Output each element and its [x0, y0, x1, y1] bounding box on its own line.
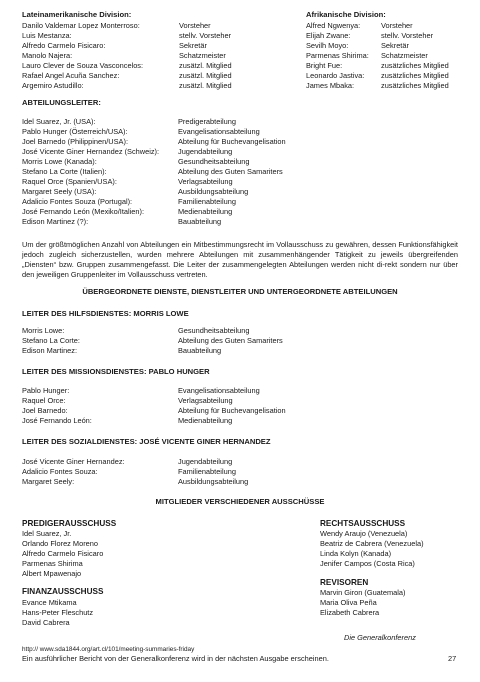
abteilungsleiter-heading: ABTEILUNGSLEITER: — [22, 98, 101, 107]
list-item: Albert Mpawenajo — [22, 569, 82, 578]
list-item: Adalicio Fontes Souza (Portugal): Familienabteilung — [22, 197, 236, 206]
list-item: Argemiro Astudillo: zusätzl. Mitglied — [22, 81, 232, 90]
list-item: Joel Barnedo: Abteilung für Buchevangelisation — [22, 406, 286, 415]
list-item: Alfredo Carmelo Fisicaro — [22, 549, 104, 558]
list-item: Adalicio Fontes Souza: Familienabteilung — [22, 467, 236, 476]
list-item: Morris Lowe: Gesundheitsabteilung — [22, 326, 250, 335]
africa-division-heading: Afrikanische Division: — [306, 10, 386, 19]
rechtsausschuss-list — [320, 529, 424, 569]
list-item: Joel Barnedo (Philippinen/USA): Abteilung für Buchevangelisation — [22, 137, 286, 146]
list-item: Pablo Hunger: Evangelisationsabteilung — [22, 386, 260, 395]
section-heading-uebergeordnet: ÜBERGEORDNETE DIENSTE, DIENSTLEITER UND UNTERGEORDNETE ABTEILUNGEN — [82, 287, 398, 296]
list-item: Morris Lowe (Kanada): Gesundheitsabteilung — [22, 157, 250, 166]
list-item: Margaret Seely: Ausbildungsabteilung — [22, 477, 249, 486]
list-item: Wendy Araujo (Venezuela) — [320, 529, 408, 538]
list-item: Stefano La Corte: Abteilung des Guten Samariters — [22, 336, 283, 345]
missionsdienst-heading: LEITER DES MISSIONSDIENSTES: PABLO HUNGER — [22, 367, 210, 376]
list-item: Raquel Orce: Verlagsabteilung — [22, 396, 233, 405]
list-item: Parmenas Shirima — [22, 559, 83, 568]
africa-division-list — [306, 21, 476, 91]
hilfsdienst-list — [22, 326, 322, 356]
predigerausschuss-heading: PREDIGERAUSSCHUSS — [22, 519, 117, 528]
footer-note: Ein ausführlicher Bericht von der Generalkonferenz wird in der nächsten Ausgabe erscheinen. — [22, 654, 329, 663]
list-item: Parmenas Shirima: Schatzmeister — [306, 51, 428, 60]
list-item: Linda Kolyn (Kanada) — [320, 549, 392, 558]
signature: Die Generalkonferenz — [344, 633, 416, 642]
list-item: James Mbaka: zusätzliches Mitglied — [306, 81, 449, 90]
list-item: Elizabeth Cabrera — [320, 608, 380, 617]
sozialdienst-heading: LEITER DES SOZIALDIENSTES: JOSÉ VICENTE GINER HERNANDEZ — [22, 437, 271, 446]
finanzausschuss-heading: FINANZAUSSCHUSS — [22, 587, 104, 596]
latin-division-heading: Lateinamerikanische Division: — [22, 10, 132, 19]
list-item: Evance Mtikama — [22, 598, 77, 607]
list-item: Rafael Angel Acuña Sanchez: zusätzl. Mitglied — [22, 71, 232, 80]
source-url: http:// www.sda1844.org/art.cl/101/meeting-summaries-friday — [22, 646, 195, 653]
list-item: José Fernando León: Medienabteilung — [22, 416, 233, 425]
list-item: Orlando Florez Moreno — [22, 539, 98, 548]
latin-division-list — [22, 21, 272, 91]
list-item: Sevilh Moyo: Sekretär — [306, 41, 409, 50]
list-item: José Fernando León (Mexiko/Italien): Medienabteilung — [22, 207, 233, 216]
list-item: Marvin Giron (Guatemala) — [320, 588, 406, 597]
revisoren-list — [320, 588, 405, 618]
finanzausschuss-list — [22, 598, 93, 628]
list-item: Raquel Orce (Spanien/USA): Verlagsabteilung — [22, 177, 233, 186]
list-item: Maria Oliva Peña — [320, 598, 377, 607]
list-item: Idel Suarez, Jr. — [22, 529, 72, 538]
list-item: Lauro Clever de Souza Vasconcelos: zusätzl. Mitglied — [22, 61, 232, 70]
list-item: Jenifer Campos (Costa Rica) — [320, 559, 415, 568]
list-item: Luis Mestanza: stellv. Vorsteher — [22, 31, 232, 40]
abteilungsleiter-list — [22, 117, 322, 227]
page-number: 27 — [448, 654, 457, 663]
list-item: Stefano La Corte (Italien): Abteilung des Guten Samariters — [22, 167, 283, 176]
list-item: Danilo Valdemar Lopez Monterroso: Vorsteher — [22, 21, 211, 30]
intro-paragraph: Um der größtmöglichen Anzahl von Abteilungen ein Mitbestimmungsrecht im Vollausschuss zu gewähren, dessen Funktionsfähigkeit jedoch zugleich sicherzustellen, wurden mehrere Abteilungen mit zusammenhängender Tätigkeit zu jeweils übergreifenden „Diensten“ bzw. Gruppen zusammengefasst. Die Leiter der zusammengelegten Abteilungen werden nicht di-rekt sondern nur über den jeweiligen Gruppenleiter im Vollausschuss vertreten. — [22, 240, 458, 279]
list-item: Pablo Hunger (Österreich/USA): Evangelisationsabteilung — [22, 127, 260, 136]
revisoren-heading: REVISOREN — [320, 578, 369, 587]
list-item: José Vicente Giner Hernandez: Jugendabteilung — [22, 457, 233, 466]
sozialdienst-list — [22, 457, 322, 487]
list-item: Idel Suarez, Jr. (USA): Predigerabteilung — [22, 117, 236, 126]
list-item: Alfredo Carmelo Fisicaro: Sekretär — [22, 41, 207, 50]
rechtsausschuss-heading: RECHTSAUSSCHUSS — [320, 519, 406, 528]
hilfsdienst-heading: LEITER DES HILFSDIENSTES: MORRIS LOWE — [22, 309, 189, 318]
list-item: Manolo Najera: Schatzmeister — [22, 51, 226, 60]
list-item: Edison Martinez: Bauabteilung — [22, 346, 222, 355]
list-item: Beatriz de Cabrera (Venezuela) — [320, 539, 424, 548]
list-item: José Vicente Giner Hernandez (Schweiz): Jugendabteilung — [22, 147, 233, 156]
list-item: Edison Martinez (?): Bauabteilung — [22, 217, 222, 226]
predigerausschuss-list — [22, 529, 103, 579]
list-item: Alfred Ngwenya: Vorsteher — [306, 21, 413, 30]
list-item: Elijah Zwane: stellv. Vorsteher — [306, 31, 434, 40]
section-heading-ausschuesse: MITGLIEDER VERSCHIEDENER AUSSCHÜSSE — [155, 497, 325, 506]
list-item: Margaret Seely (USA): Ausbildungsabteilung — [22, 187, 249, 196]
list-item: Leonardo Jastiva: zusätzliches Mitglied — [306, 71, 449, 80]
list-item: Hans-Peter Fleschutz — [22, 608, 94, 617]
list-item: David Cabrera — [22, 618, 70, 627]
list-item: Bright Fue: zusätzliches Mitglied — [306, 61, 449, 70]
missionsdienst-list — [22, 386, 322, 426]
